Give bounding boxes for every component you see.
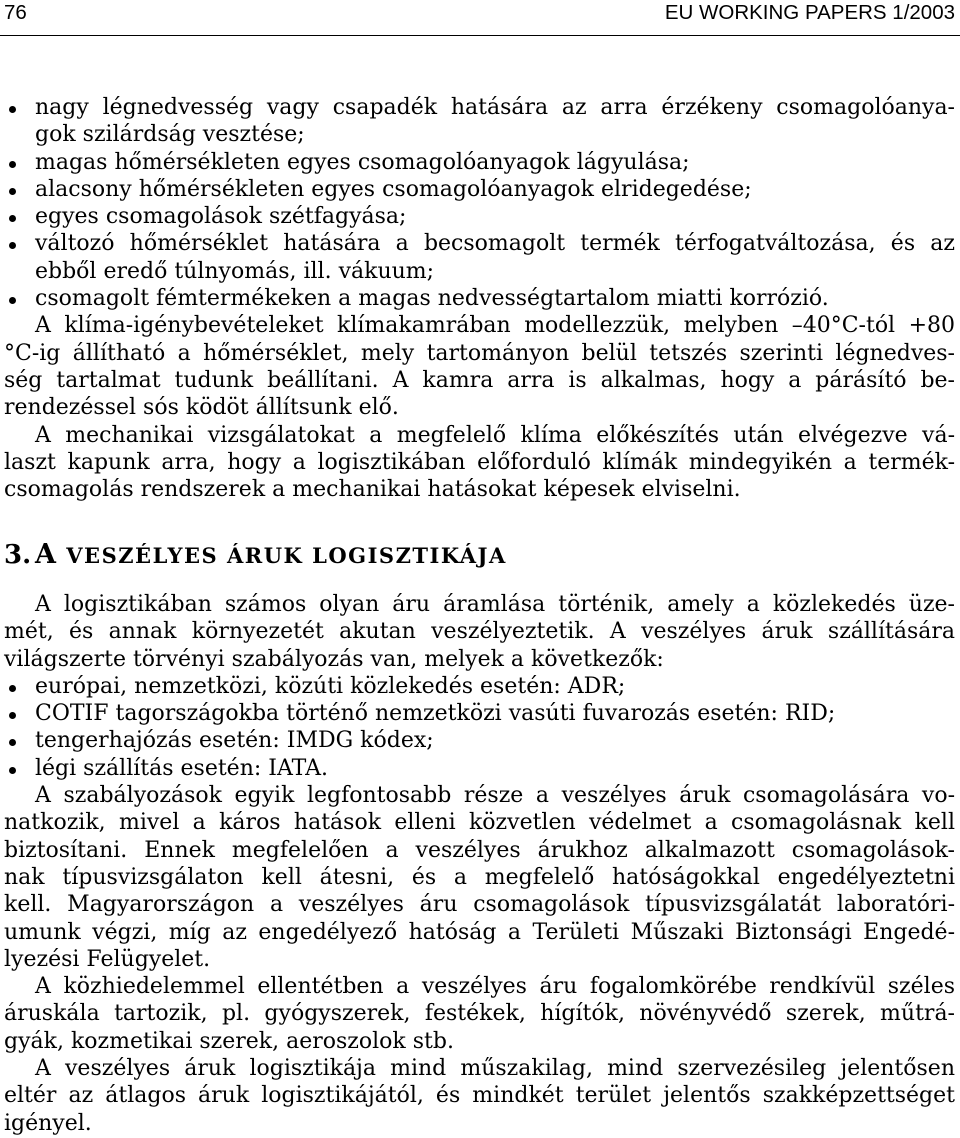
text-line: magas hőmérsékleten egyes csomagolóanyagok lágyulása; — [35, 149, 690, 175]
text-line: nak típusvizsgálaton kell átesni, és a megfelelő hatóságokkal engedélyeztetni — [4, 864, 955, 890]
bullet-icon — [9, 739, 16, 746]
text-line: európai, nemzetközi, közúti közlekedés esetén: ADR; — [35, 673, 626, 699]
text-line: csomagolás rendszerek a mechanikai hatásokat képesek elviselni. — [4, 477, 741, 503]
list-item — [4, 673, 955, 700]
list-item — [4, 755, 955, 782]
paragraph — [4, 782, 955, 973]
text-line: áruskála tartozik, pl. gyógyszerek, festékek, hígítók, növényvédő szerek, műtrá- — [4, 1001, 955, 1027]
list-item — [4, 230, 955, 285]
text-line: légi szállítás esetén: IATA. — [35, 755, 329, 781]
text-line: tengerhajózás esetén: IMDG kódex; — [35, 728, 434, 754]
text-line: A közhiedelemmel ellentétben a veszélyes áru fogalomkörébe rendkívül széles — [35, 974, 955, 1000]
body-section-climate — [4, 94, 955, 503]
text-line: csomagolt fémtermékeken a magas nedvességtartalom miatti korrózió. — [35, 286, 829, 312]
bullet-icon — [9, 767, 16, 774]
bullet-icon — [9, 297, 16, 304]
text-line: COTIF tagországokba történő nemzetközi vasúti fuvarozás esetén: RID; — [35, 701, 836, 727]
page-number: 76 — [4, 1, 27, 24]
section-number: 3. — [4, 540, 32, 570]
list-item — [4, 727, 955, 754]
text-line: nagy légnedvesség vagy csapadék hatására az arra érzékeny csomagolóanya- — [35, 95, 955, 120]
bullet-icon — [9, 161, 16, 168]
text-line: változó hőmérséklet hatására a becsomagolt termék térfogatváltozása, és az — [35, 231, 955, 257]
text-line: gok szilárdság vesztése; — [35, 122, 305, 148]
section-heading — [4, 538, 507, 572]
bullet-list — [4, 94, 955, 312]
list-item — [4, 149, 955, 176]
text-line: A logisztikában számos olyan áru áramlása történik, amely a közlekedés üze- — [35, 592, 955, 617]
text-line: A klíma-igénybevételeket klímakamrában modellezzük, melyben –40°C-tól +80 — [35, 313, 955, 339]
list-item — [4, 176, 955, 203]
running-title: EU WORKING PAPERS 1/2003 — [664, 1, 955, 24]
bullet-icon — [9, 106, 16, 113]
text-line: °C-ig állítható a hőmérséklet, mely tartományon belül tetszés szerinti légnedves- — [4, 340, 955, 366]
paragraph — [4, 1055, 955, 1137]
text-line: ebből eredő túlnyomás, ill. vákuum; — [35, 258, 435, 284]
text-line: A szabályozások egyik legfontosabb része a veszélyes áruk csomagolására vo- — [35, 783, 955, 809]
text-line: lyezési Felügyelet. — [4, 946, 211, 972]
page-header — [0, 0, 960, 36]
bullet-icon — [9, 242, 16, 249]
paragraph — [4, 973, 955, 1055]
text-line: A veszélyes áruk logisztikája mind műszakilag, mind szervezésileg jelentősen — [35, 1056, 955, 1082]
list-item — [4, 700, 955, 727]
body-section-dangerous-goods — [4, 591, 955, 1137]
bullet-icon — [9, 712, 16, 719]
bullet-icon — [9, 685, 16, 692]
text-line: laszt kapunk arra, hogy a logisztikában előforduló klímák mindegyikén a termék- — [4, 449, 955, 475]
bullet-icon — [9, 215, 16, 222]
paragraph — [4, 591, 955, 673]
list-item — [4, 203, 955, 230]
text-line: világszerte törvényi szabályozás van, melyek a következők: — [4, 646, 664, 672]
text-line: natkozik, mivel a káros hatások elleni közvetlen védelmet a csomagolásnak kell — [4, 810, 955, 836]
text-line: ség tartalmat tudunk beállítani. A kamra arra is alkalmas, hogy a párásító be- — [4, 367, 955, 393]
list-item — [4, 285, 955, 312]
text-line: kell. Magyarországon a veszélyes áru csomagolások típusvizsgálatát laboratóri- — [4, 892, 955, 918]
text-line: rendezéssel sós ködöt állítsunk elő. — [4, 395, 399, 421]
text-line: eltér az átlagos áruk logisztikájától, és mindkét terület jelentős szakképzettséget — [4, 1083, 955, 1109]
text-line: egyes csomagolások szétfagyása; — [35, 204, 407, 230]
text-line: biztosítani. Ennek megfelelően a veszélyes árukhoz alkalmazott csomagolások- — [4, 837, 955, 863]
bullet-icon — [9, 188, 16, 195]
text-line: alacsony hőmérsékleten egyes csomagolóanyagok elridegedése; — [35, 176, 752, 202]
text-line: A mechanikai vizsgálatokat a megfelelő klíma előkészítés után elvégezve vá- — [35, 422, 955, 448]
text-line: gyák, kozmetikai szerek, aeroszolok stb. — [4, 1028, 454, 1054]
text-line: igényel. — [4, 1110, 92, 1136]
section-title: A VESZÉLYES ÁRUK LOGISZTIKÁJA — [35, 539, 507, 570]
text-line: umunk végzi, míg az engedélyező hatóság a Területi Műszaki Biztonsági Engedé- — [4, 919, 955, 945]
paragraph — [4, 422, 955, 504]
text-line: mét, és annak környezetét akutan veszélyeztetik. A veszélyes áruk szállítására — [4, 619, 955, 645]
bullet-list — [4, 673, 955, 782]
paragraph — [4, 312, 955, 421]
list-item — [4, 94, 955, 149]
